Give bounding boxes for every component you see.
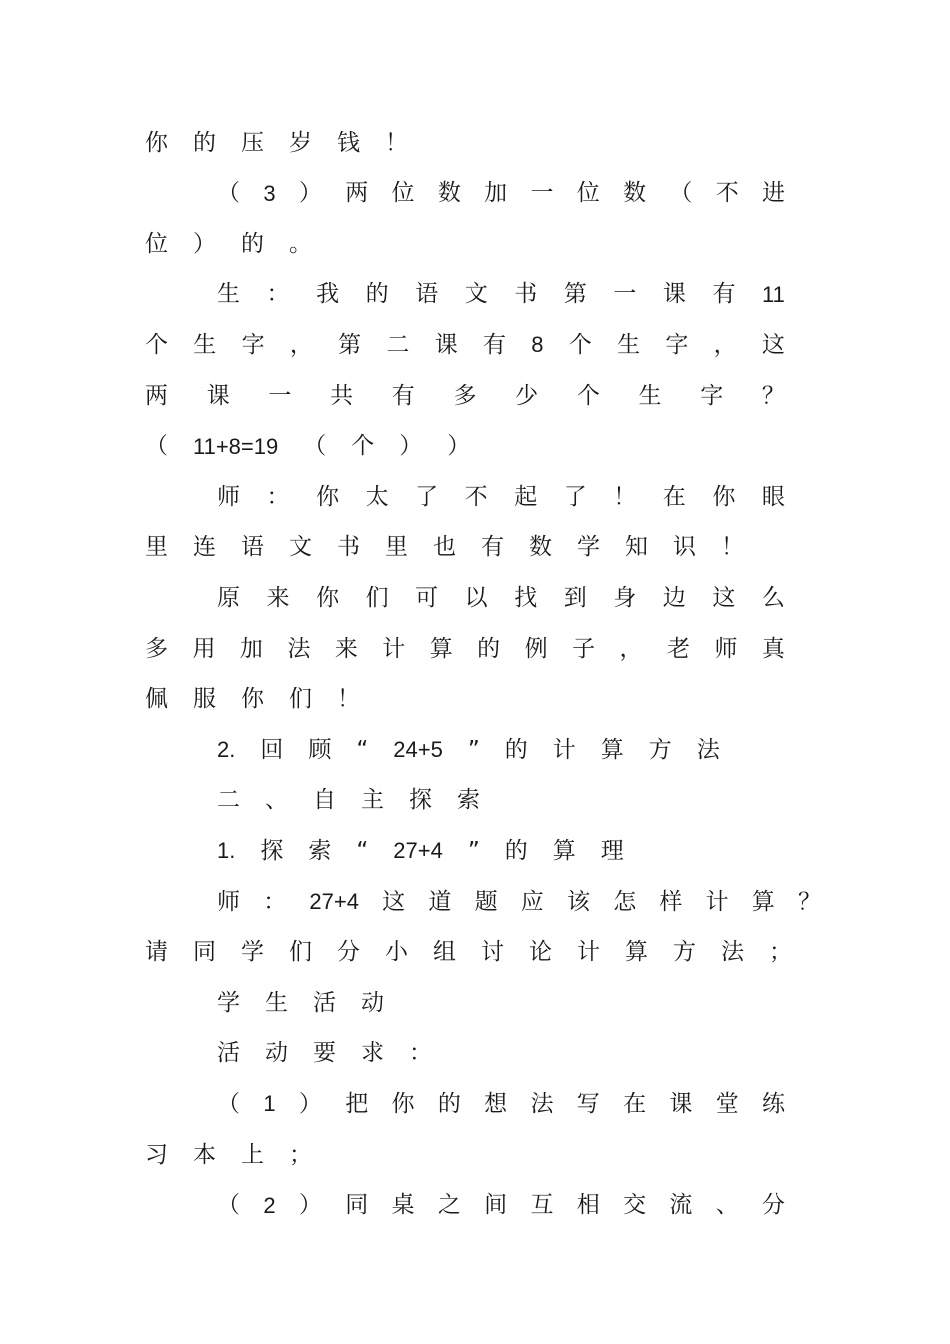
text-glyph: 佩 (145, 686, 168, 713)
text-glyph: 连 (193, 534, 216, 561)
text-glyph: 多 (145, 635, 168, 662)
text-glyph: ， (619, 635, 643, 662)
text-glyph: 第 (563, 281, 587, 308)
text-glyph: 、 (715, 1192, 739, 1219)
paragraph-line (145, 1130, 785, 1180)
text-glyph: 的 (504, 736, 528, 763)
text-glyph: 不 (715, 180, 739, 207)
text-glyph: 钱 (337, 129, 360, 156)
text-glyph: 有 (712, 281, 736, 308)
text-glyph: 身 (613, 584, 637, 611)
text-glyph: 、 (265, 787, 288, 814)
text-glyph: 我 (316, 281, 340, 308)
text-glyph: 里 (145, 534, 168, 561)
text-glyph: 计 (705, 888, 729, 915)
text-glyph: 法 (530, 1090, 554, 1117)
paragraph-line (217, 1029, 785, 1079)
text-glyph: 自 (313, 787, 336, 814)
text-glyph: 把 (345, 1090, 369, 1117)
text-glyph: 2. (217, 737, 236, 763)
text-glyph: 岁 (289, 129, 312, 156)
text-glyph: 压 (241, 129, 264, 156)
text-glyph: 你 (316, 483, 340, 510)
text-glyph: 怎 (613, 888, 637, 915)
text-glyph: 学 (241, 939, 264, 966)
paragraph-line (145, 320, 785, 370)
text-glyph: 课 (669, 1090, 693, 1117)
text-glyph: 动 (361, 989, 384, 1016)
paragraph-line (145, 624, 785, 674)
text-glyph: 师 (217, 483, 240, 510)
text-glyph: 你 (316, 584, 340, 611)
text-glyph: 计 (577, 939, 600, 966)
text-glyph: 在 (623, 1090, 647, 1117)
text-glyph: ” (467, 736, 480, 763)
text-glyph: 活 (217, 1040, 240, 1067)
text-glyph: 这 (761, 331, 785, 358)
text-glyph: 想 (484, 1090, 508, 1117)
text-glyph: 边 (662, 584, 686, 611)
text-glyph: 题 (474, 888, 498, 915)
text-glyph: 生 (638, 382, 662, 409)
text-glyph: 二 (217, 787, 240, 814)
text-glyph: 间 (484, 1192, 508, 1219)
text-glyph: 组 (433, 939, 456, 966)
text-glyph: 你 (712, 483, 736, 510)
text-glyph: ？ (798, 888, 821, 915)
text-glyph: 在 (662, 483, 686, 510)
text-glyph: 可 (415, 584, 439, 611)
text-glyph: 学 (577, 534, 600, 561)
text-glyph: 27+4 (393, 838, 443, 864)
paragraph-line (217, 877, 821, 927)
text-glyph: 的 (504, 837, 528, 864)
text-glyph: ） (298, 1192, 322, 1219)
text-glyph: 不 (464, 483, 488, 510)
text-glyph: 两 (345, 180, 369, 207)
text-glyph: 到 (563, 584, 587, 611)
text-glyph: ） (298, 180, 322, 207)
text-glyph: 多 (453, 382, 477, 409)
text-glyph: （ (669, 180, 693, 207)
text-glyph: 里 (385, 534, 408, 561)
text-glyph: 练 (762, 1090, 785, 1117)
text-glyph: “ (356, 736, 369, 763)
text-glyph: ） (447, 433, 471, 460)
text-glyph: ？ (761, 382, 785, 409)
text-glyph: ！ (613, 483, 637, 510)
text-glyph: ， (289, 331, 313, 358)
text-glyph: 来 (334, 635, 358, 662)
text-glyph: 这 (382, 888, 406, 915)
text-glyph: 写 (576, 1090, 600, 1117)
text-glyph: ！ (721, 534, 744, 561)
text-glyph: 原 (217, 584, 240, 611)
text-glyph: 应 (520, 888, 544, 915)
text-glyph: 理 (600, 837, 624, 864)
text-glyph: ； (769, 939, 792, 966)
text-glyph: 活 (313, 989, 336, 1016)
text-glyph: 堂 (715, 1090, 739, 1117)
paragraph-line (217, 1181, 785, 1231)
text-glyph: 子 (572, 635, 596, 662)
paragraph-line (145, 371, 785, 421)
text-glyph: 生 (193, 331, 217, 358)
text-glyph: 书 (337, 534, 360, 561)
text-glyph: 你 (391, 1090, 415, 1117)
text-glyph: 位 (576, 180, 600, 207)
text-glyph: 一 (613, 281, 637, 308)
text-glyph: 师 (714, 635, 738, 662)
text-glyph: 字 (665, 331, 689, 358)
text-glyph: 动 (265, 1040, 288, 1067)
text-glyph: 课 (662, 281, 686, 308)
text-glyph: 算 (600, 736, 624, 763)
text-glyph: ！ (385, 129, 408, 156)
text-glyph: 个 (351, 433, 375, 460)
text-glyph: 数 (529, 534, 552, 561)
text-glyph: 8 (531, 332, 544, 358)
text-glyph: 书 (514, 281, 538, 308)
text-glyph: 算 (552, 837, 576, 864)
text-glyph: ： (266, 281, 290, 308)
text-glyph: 你 (145, 129, 168, 156)
text-glyph: 11+8=19 (193, 433, 279, 459)
text-glyph: 有 (391, 382, 415, 409)
paragraph-line (217, 1079, 785, 1129)
text-glyph: 们 (289, 686, 312, 713)
text-glyph: 共 (330, 382, 354, 409)
text-glyph: 生 (217, 281, 240, 308)
text-glyph: “ (356, 837, 369, 864)
text-glyph: 以 (464, 584, 488, 611)
text-glyph: （ (145, 433, 168, 460)
text-glyph: 样 (659, 888, 683, 915)
text-glyph: 起 (514, 483, 538, 510)
text-glyph: 的 (241, 230, 264, 257)
text-glyph: 的 (365, 281, 389, 308)
text-glyph: ： (266, 483, 290, 510)
text-glyph: 27+4 (309, 889, 359, 914)
text-glyph: ， (713, 331, 737, 358)
text-glyph: 数 (623, 180, 647, 207)
text-glyph: 主 (361, 787, 384, 814)
text-glyph: 有 (481, 534, 504, 561)
text-glyph: 位 (391, 180, 415, 207)
paragraph-line (217, 725, 785, 775)
text-glyph: 的 (193, 129, 216, 156)
text-glyph: 法 (287, 635, 311, 662)
text-glyph: 回 (260, 736, 284, 763)
text-glyph: 1 (263, 1091, 276, 1117)
text-glyph: 分 (337, 939, 360, 966)
text-glyph: 之 (437, 1192, 461, 1219)
text-glyph: 法 (696, 736, 720, 763)
text-glyph: 习 (145, 1141, 168, 1168)
text-glyph: 服 (193, 686, 216, 713)
text-glyph: 2 (263, 1192, 276, 1218)
text-glyph: 11 (762, 281, 785, 307)
text-glyph: 。 (289, 230, 312, 257)
text-glyph: （ (217, 180, 240, 207)
text-glyph: （ (217, 1192, 240, 1219)
text-glyph: 语 (415, 281, 439, 308)
text-glyph: 们 (365, 584, 389, 611)
text-glyph: 加 (239, 635, 263, 662)
text-glyph: 1. (217, 838, 236, 864)
text-glyph: 索 (457, 787, 480, 814)
text-glyph: 桌 (391, 1192, 415, 1219)
text-glyph: 该 (566, 888, 590, 915)
text-glyph: 生 (617, 331, 641, 358)
text-glyph: 真 (761, 635, 785, 662)
text-glyph: 么 (761, 584, 785, 611)
text-glyph: 这 (712, 584, 736, 611)
text-glyph: 文 (464, 281, 488, 308)
text-glyph: 个 (576, 382, 600, 409)
paragraph-line (217, 978, 785, 1028)
text-glyph: ） (399, 433, 423, 460)
text-glyph: 的 (477, 635, 501, 662)
text-glyph: 论 (529, 939, 552, 966)
text-glyph: 少 (515, 382, 539, 409)
paragraph-line (217, 826, 785, 876)
text-glyph: 课 (434, 331, 458, 358)
text-glyph: 数 (437, 180, 461, 207)
paragraph-line (217, 472, 785, 522)
paragraph-line (217, 776, 785, 826)
text-glyph: 算 (751, 888, 775, 915)
text-glyph: 方 (648, 736, 672, 763)
text-glyph: 知 (625, 534, 648, 561)
paragraph-line (217, 270, 785, 320)
paragraph-line (145, 675, 785, 725)
text-glyph: 小 (385, 939, 408, 966)
text-glyph: 位 (145, 230, 168, 257)
text-glyph: 有 (482, 331, 506, 358)
text-glyph: 讨 (481, 939, 504, 966)
paragraph-line (145, 928, 792, 978)
text-glyph: 二 (386, 331, 410, 358)
text-glyph: ） (298, 1090, 322, 1117)
text-glyph: （ (303, 433, 327, 460)
text-glyph: 老 (666, 635, 690, 662)
text-glyph: 师 (217, 888, 240, 915)
text-glyph: 探 (409, 787, 432, 814)
text-glyph: 的 (437, 1090, 461, 1117)
text-glyph: 太 (365, 483, 389, 510)
text-glyph: 同 (193, 939, 216, 966)
text-glyph: 第 (338, 331, 362, 358)
text-glyph: 也 (433, 534, 456, 561)
paragraph-line (217, 169, 785, 219)
paragraph-line (217, 573, 785, 623)
text-glyph: 来 (266, 584, 290, 611)
text-glyph: 相 (576, 1192, 600, 1219)
text-glyph: 方 (673, 939, 696, 966)
text-glyph: 你 (241, 686, 264, 713)
text-glyph: 们 (289, 939, 312, 966)
text-glyph: 同 (345, 1192, 369, 1219)
text-glyph: 算 (429, 635, 453, 662)
text-glyph: 交 (623, 1192, 647, 1219)
text-glyph: ！ (337, 686, 360, 713)
text-glyph: 用 (192, 635, 216, 662)
text-glyph: 分 (762, 1192, 785, 1219)
text-glyph: ） (193, 230, 216, 257)
text-glyph: （ (217, 1090, 240, 1117)
text-glyph: 生 (265, 989, 288, 1016)
text-glyph: 学 (217, 989, 240, 1016)
text-glyph: 探 (260, 837, 284, 864)
text-glyph: 计 (552, 736, 576, 763)
text-glyph: 文 (289, 534, 312, 561)
text-glyph: ” (467, 837, 480, 864)
text-glyph: 个 (568, 331, 592, 358)
paragraph-line (145, 219, 785, 269)
text-glyph: 字 (700, 382, 724, 409)
text-glyph: ； (289, 1141, 312, 1168)
text-glyph: 本 (193, 1141, 216, 1168)
paragraph-line (145, 422, 785, 472)
text-glyph: 请 (145, 939, 168, 966)
text-glyph: 24+5 (393, 737, 443, 763)
text-glyph: 课 (206, 382, 230, 409)
text-glyph: 字 (241, 331, 265, 358)
text-glyph: 了 (415, 483, 439, 510)
text-glyph: 语 (241, 534, 264, 561)
text-glyph: ： (263, 888, 287, 915)
paragraph-line (145, 118, 785, 168)
paragraph-line (145, 523, 785, 573)
text-glyph: 加 (484, 180, 508, 207)
text-glyph: 算 (625, 939, 648, 966)
text-glyph: 进 (762, 180, 785, 207)
text-glyph: 顾 (308, 736, 332, 763)
text-glyph: 求 (361, 1040, 384, 1067)
text-glyph: 一 (530, 180, 554, 207)
text-glyph: 道 (428, 888, 452, 915)
text-glyph: 找 (514, 584, 538, 611)
text-glyph: ： (409, 1040, 432, 1067)
text-glyph: 互 (530, 1192, 554, 1219)
text-glyph: 索 (308, 837, 332, 864)
text-glyph: 了 (563, 483, 587, 510)
text-glyph: 眼 (761, 483, 785, 510)
text-glyph: 例 (524, 635, 548, 662)
text-glyph: 识 (673, 534, 696, 561)
text-glyph: 流 (669, 1192, 693, 1219)
text-glyph: 上 (241, 1141, 264, 1168)
text-glyph: 两 (145, 382, 168, 409)
text-glyph: 计 (382, 635, 406, 662)
text-glyph: 要 (313, 1040, 336, 1067)
text-glyph: 3 (263, 180, 276, 206)
text-glyph: 法 (721, 939, 744, 966)
text-glyph: 个 (145, 331, 168, 358)
text-glyph: 一 (268, 382, 292, 409)
